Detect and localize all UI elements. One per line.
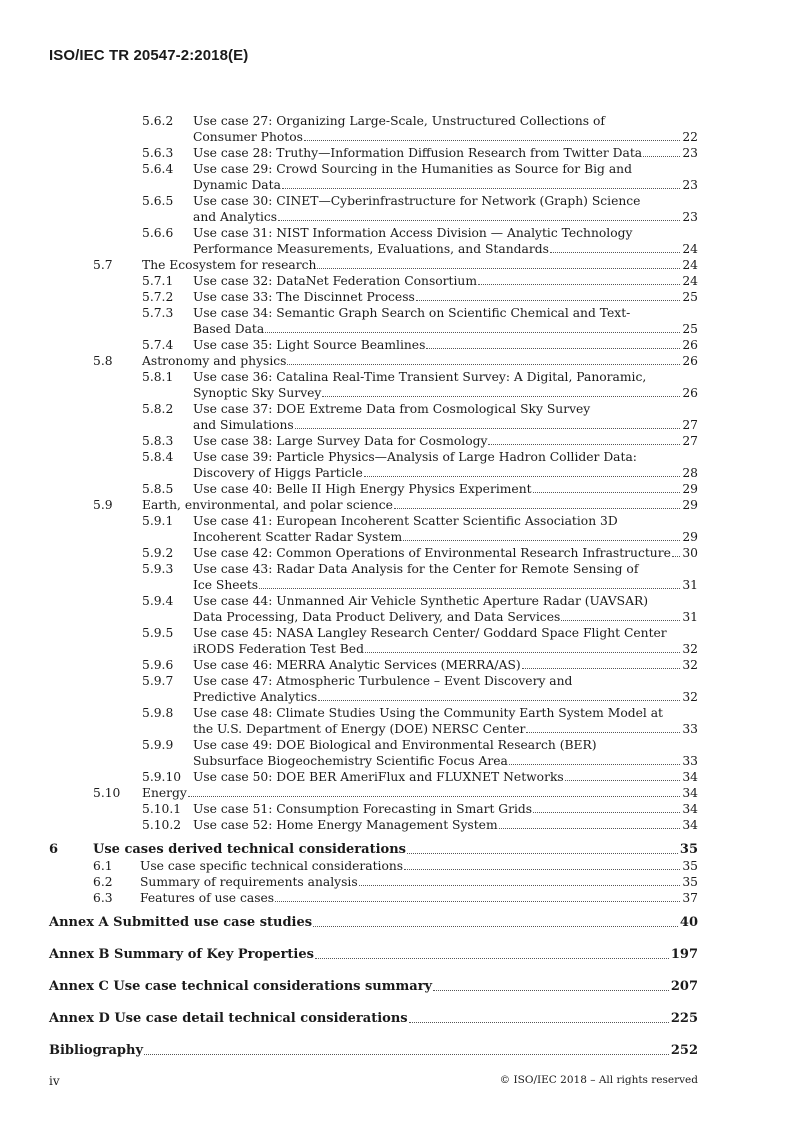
document-id-header: ISO/IEC TR 20547-2:2018(E): [49, 47, 249, 64]
toc-entry-number: 6.1: [93, 859, 113, 873]
toc-entry-title: and Simulations: [193, 418, 294, 432]
toc-entry-page-number: 24: [682, 274, 698, 288]
toc-entry-number: 5.8: [93, 354, 113, 368]
dot-leader: [533, 491, 681, 493]
toc-entry-title: Use case 45: NASA Langley Research Center/ Goddard Space Flight Center: [193, 626, 667, 640]
toc-entry-page-number: 34: [682, 802, 698, 816]
toc-entry-title: Use case 32: DataNet Federation Consortium: [193, 274, 478, 288]
toc-entry-number: 5.7.4: [142, 338, 174, 352]
toc-entry-number: 5.7.3: [142, 306, 174, 320]
toc-entry-number: 5.6.2: [142, 114, 174, 128]
toc-entry-page-number: 37: [682, 891, 698, 905]
toc-entry-number: 5.9.1: [142, 514, 174, 528]
toc-entry-title: Use case 37: DOE Extreme Data from Cosmological Sky Survey: [193, 402, 591, 416]
toc-entry-page-number: 25: [682, 322, 698, 336]
toc-entry-number: 5.8.5: [142, 482, 174, 496]
dot-leader: [522, 667, 681, 669]
toc-entry-number: 5.6.5: [142, 194, 174, 208]
toc-entry-page-number: 23: [682, 146, 698, 160]
dot-leader: [478, 283, 680, 285]
dot-leader: [322, 395, 680, 397]
toc-entry-page-number: 27: [682, 434, 698, 448]
toc-entry-title: Bibliography: [49, 1043, 144, 1058]
toc-entry-title: Use case 33: The Discinnet Process: [193, 290, 415, 304]
toc-entry-title: Use case 47: Atmospheric Turbulence – Event Discovery and: [193, 674, 573, 688]
toc-entry-page-number: 27: [682, 418, 698, 432]
toc-entry-page-number: 25: [682, 290, 698, 304]
dot-leader: [188, 795, 680, 797]
toc-entry-title: Annex A Submitted use case studies: [49, 915, 313, 930]
toc-entry-title: Data Processing, Data Product Delivery, and Data Services: [193, 610, 561, 624]
dot-leader: [265, 331, 680, 333]
dot-leader: [403, 539, 680, 541]
toc-entry-page-number: 35: [682, 859, 698, 873]
toc-entry-title: Energy: [142, 786, 187, 800]
toc-entry-title: iRODS Federation Test Bed: [193, 642, 364, 656]
dot-leader: [407, 852, 678, 854]
dot-leader: [509, 763, 681, 765]
toc-entry-title: Summary of requirements analysis: [140, 875, 358, 889]
toc-entry-page-number: 32: [682, 658, 698, 672]
toc-entry-title: Use case 29: Crowd Sourcing in the Humanities as Source for Big and: [193, 162, 632, 176]
toc-entry-page-number: 26: [682, 354, 698, 368]
dot-leader: [364, 475, 681, 477]
toc-entry-title: Use case 46: MERRA Analytic Services (MERRA/AS): [193, 658, 521, 672]
toc-entry-title: Use case 30: CINET—Cyberinfrastructure for Network (Graph) Science: [193, 194, 641, 208]
toc-entry-page-number: 29: [682, 482, 698, 496]
dot-leader: [278, 219, 680, 221]
toc-entry-title: Predictive Analytics: [193, 690, 318, 704]
toc-entry-number: 6: [49, 842, 59, 857]
toc-entry-page-number: 24: [682, 242, 698, 256]
dot-leader: [488, 443, 680, 445]
toc-entry-title: Earth, environmental, and polar science: [142, 498, 393, 512]
toc-entry-number: 5.9.2: [142, 546, 174, 560]
toc-entry-number: 5.9.7: [142, 674, 174, 688]
toc-entry-title: Synoptic Sky Survey: [193, 386, 322, 400]
toc-entry-page-number: 252: [670, 1043, 698, 1058]
toc-entry-title: Use case 39: Particle Physics—Analysis of Large Hadron Collider Data:: [193, 450, 637, 464]
toc-entry-title: Use case 41: European Incoherent Scatter Scientific Association 3D: [193, 514, 618, 528]
toc-entry-page-number: 33: [682, 722, 698, 736]
toc-entry-title: Use case specific technical considerations: [140, 859, 404, 873]
toc-entry-title: Use case 51: Consumption Forecasting in Smart Grids: [193, 802, 533, 816]
toc-entry-number: 6.3: [93, 891, 113, 905]
dot-leader: [359, 884, 681, 886]
toc-entry-title: Use case 43: Radar Data Analysis for the Center for Remote Sensing of: [193, 562, 639, 576]
toc-entry-title: Use case 31: NIST Information Access Division — Analytic Technology: [193, 226, 633, 240]
toc-entry-page-number: 23: [682, 210, 698, 224]
toc-entry-title: Use case 38: Large Survey Data for Cosmology: [193, 434, 488, 448]
toc-entry-page-number: 34: [682, 818, 698, 832]
dot-leader: [499, 827, 681, 829]
toc-entry-page-number: 197: [670, 947, 698, 962]
page-number-footer: iv: [49, 1074, 60, 1088]
toc-entry-number: 5.9.8: [142, 706, 174, 720]
toc-entry-number: 5.8.2: [142, 402, 174, 416]
toc-entry-title: Use case 34: Semantic Graph Search on Scientific Chemical and Text-: [193, 306, 631, 320]
dot-leader: [409, 1021, 669, 1023]
dot-leader: [282, 187, 680, 189]
toc-entry-page-number: 30: [682, 546, 698, 560]
toc-entry-number: 5.9.6: [142, 658, 174, 672]
toc-entry-number: 5.9.3: [142, 562, 174, 576]
toc-entry-title: and Analytics: [193, 210, 278, 224]
toc-entry-title: Annex B Summary of Key Properties: [49, 947, 314, 962]
toc-entry-page-number: 32: [682, 642, 698, 656]
toc-entry-page-number: 35: [679, 842, 698, 857]
toc-entry-page-number: 225: [670, 1011, 698, 1026]
toc-entry-title: Use case 49: DOE Biological and Environmental Research (BER): [193, 738, 597, 752]
toc-entry-title: Use case 44: Unmanned Air Vehicle Synthetic Aperture Radar (UAVSAR): [193, 594, 649, 608]
toc-entry-title: Performance Measurements, Evaluations, and Standards: [193, 242, 549, 256]
dot-leader: [404, 868, 680, 870]
toc-entry-page-number: 29: [682, 530, 698, 544]
toc-entry-page-number: 28: [682, 466, 698, 480]
toc-entry-page-number: 24: [682, 258, 698, 272]
toc-entry-page-number: 26: [682, 338, 698, 352]
toc-entry-number: 5.8.4: [142, 450, 174, 464]
toc-entry-number: 5.8.3: [142, 434, 174, 448]
toc-entry-number: 5.10.2: [142, 818, 182, 832]
dot-leader: [533, 811, 680, 813]
toc-entry-number: 5.7.1: [142, 274, 174, 288]
toc-entry-title: Annex D Use case detail technical considerations: [49, 1011, 408, 1026]
toc-entry-number: 5.6.3: [142, 146, 174, 160]
dot-leader: [526, 731, 680, 733]
dot-leader: [287, 363, 680, 365]
toc-entry-title: Use case 35: Light Source Beamlines: [193, 338, 426, 352]
dot-leader: [394, 507, 680, 509]
toc-entry-number: 5.9.9: [142, 738, 174, 752]
toc-entry-number: 5.10.1: [142, 802, 182, 816]
dot-leader: [259, 587, 680, 589]
toc-entry-title: Use case 42: Common Operations of Environmental Research Infrastructure: [193, 546, 671, 560]
toc-entry-title: The Ecosystem for research: [142, 258, 317, 272]
dot-leader: [672, 555, 680, 557]
toc-entry-page-number: 40: [679, 915, 698, 930]
copyright-footer: © ISO/IEC 2018 – All rights reserved: [499, 1074, 698, 1086]
toc-entry-number: 5.7: [93, 258, 113, 272]
toc-entry-number: 5.9.10: [142, 770, 182, 784]
toc-entry-title: Astronomy and physics: [142, 354, 287, 368]
toc-entry-page-number: 29: [682, 498, 698, 512]
dot-leader: [295, 427, 681, 429]
toc-entry-page-number: 31: [682, 578, 698, 592]
dot-leader: [416, 299, 681, 301]
dot-leader: [304, 139, 680, 141]
toc-entry-title: the U.S. Department of Energy (DOE) NERSC Center: [193, 722, 526, 736]
dot-leader: [315, 957, 669, 959]
toc-entry-page-number: 33: [682, 754, 698, 768]
toc-entry-title: Use case 50: DOE BER AmeriFlux and FLUXNET Networks: [193, 770, 564, 784]
dot-leader: [433, 989, 669, 991]
toc-entry-title: Features of use cases: [140, 891, 275, 905]
toc-entry-page-number: 26: [682, 386, 698, 400]
toc-entry-number: 5.9: [93, 498, 113, 512]
toc-entry-page-number: 35: [682, 875, 698, 889]
toc-entry-number: 5.6.4: [142, 162, 174, 176]
toc-entry-title: Annex C Use case technical considerations summary: [49, 979, 433, 994]
toc-entry-title: Incoherent Scatter Radar System: [193, 530, 403, 544]
dot-leader: [317, 267, 680, 269]
toc-entry-title: Ice Sheets: [193, 578, 259, 592]
dot-leader: [643, 155, 680, 157]
toc-entry-page-number: 207: [670, 979, 698, 994]
toc-entry-number: 5.10: [93, 786, 121, 800]
toc-entry-title: Dynamic Data: [193, 178, 281, 192]
toc-entry-title: Discovery of Higgs Particle: [193, 466, 363, 480]
dot-leader: [365, 651, 680, 653]
toc-entry-page-number: 34: [682, 770, 698, 784]
toc-entry-title: Use case 36: Catalina Real-Time Transient Survey: A Digital, Panoramic,: [193, 370, 647, 384]
toc-entry-page-number: 32: [682, 690, 698, 704]
dot-leader: [313, 925, 678, 927]
toc-entry-number: 5.8.1: [142, 370, 174, 384]
toc-entry-page-number: 31: [682, 610, 698, 624]
dot-leader: [561, 619, 680, 621]
toc-entry-number: 5.7.2: [142, 290, 174, 304]
toc-entry-number: 5.9.5: [142, 626, 174, 640]
toc-entry-title: Use case 27: Organizing Large-Scale, Unstructured Collections of: [193, 114, 605, 128]
toc-entry-number: 5.6.6: [142, 226, 174, 240]
dot-leader: [144, 1053, 669, 1055]
dot-leader: [550, 251, 680, 253]
toc-entry-title: Use case 40: Belle II High Energy Physics Experiment: [193, 482, 532, 496]
toc-entry-page-number: 22: [682, 130, 698, 144]
dot-leader: [565, 779, 681, 781]
dot-leader: [318, 699, 680, 701]
toc-entry-title: Use cases derived technical considerations: [93, 842, 406, 857]
toc-entry-number: 6.2: [93, 875, 113, 889]
toc-entry-title: Based Data: [193, 322, 265, 336]
toc-entry-title: Subsurface Biogeochemistry Scientific Focus Area: [193, 754, 508, 768]
toc-entry-title: Use case 52: Home Energy Management System: [193, 818, 498, 832]
toc-entry-page-number: 34: [682, 786, 698, 800]
toc-entry-number: 5.9.4: [142, 594, 174, 608]
toc-entry-title: Use case 48: Climate Studies Using the Community Earth System Model at: [193, 706, 663, 720]
dot-leader: [275, 900, 680, 902]
toc-entry-title: Consumer Photos: [193, 130, 303, 144]
toc-entry-title: Use case 28: Truthy—Information Diffusion Research from Twitter Data: [193, 146, 643, 160]
dot-leader: [426, 347, 680, 349]
toc-entry-page-number: 23: [682, 178, 698, 192]
